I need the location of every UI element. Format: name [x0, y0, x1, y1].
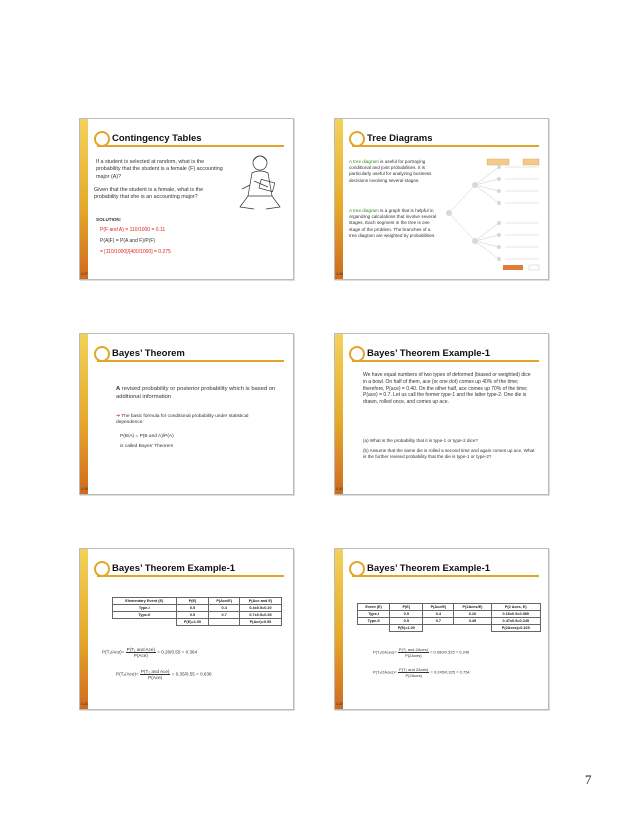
table-cell: 0.16x0.5=0.080	[491, 611, 540, 618]
table-row	[358, 618, 541, 625]
slide-bayes-example-problem	[334, 333, 549, 495]
dice-problem-text: We have equal numbers of two types of deformed (biased or weighted) dice in a bowl. On half of them, ace (or one dot) comes up 40% of the time; therefore, P(ace) = 0.40. On the other half, ace comes up 70% of the time; P(ace) = 0.7. Let us call the former type-1 and the latter type-2. One die is drawn, rolled once, and comes up ace.	[363, 372, 531, 405]
table-cell: 0.7	[423, 618, 454, 625]
table-header-row	[113, 598, 282, 605]
title-underline	[352, 575, 539, 577]
table-cell: P(E)=1.00	[390, 625, 423, 632]
table-cell	[358, 625, 390, 632]
table-cell: 0.7	[209, 612, 240, 619]
slide-number: 4-41	[81, 702, 89, 706]
slide-bayes-example-two-aces	[334, 548, 549, 710]
slide-number: 4-38	[336, 272, 344, 276]
table-header-cell: P(Ace/E)	[423, 604, 454, 611]
table-header-cell: P(E)	[176, 598, 209, 605]
slide-stripe	[80, 549, 88, 709]
tree-para-2-text: is a graph that is helpful in organizing calculations that involve several stages. Each segment in the tree is one stage of the problem. The branches of a tree diagram are weighted by probabilities.	[349, 208, 437, 238]
equation-numerator: P(T₁ and 2Aces)	[398, 647, 428, 652]
table-cell: 0.47x0.5=0.245	[491, 618, 540, 625]
table-cell: 0.4	[423, 611, 454, 618]
bullet-text	[116, 414, 256, 427]
equation-lhs: P(T₂/Ace)=	[116, 671, 139, 677]
table-header-cell: P(E)	[390, 604, 423, 611]
table-cell: 0.4x0.5=0.20	[239, 605, 281, 612]
bayes-formula: P(B/A) = P(B and A)/P(A)	[120, 434, 174, 439]
title-underline	[352, 360, 539, 362]
slide-bayes-theorem	[79, 333, 294, 495]
page-number: 7	[585, 772, 592, 787]
slide-title: Bayes’ Theorem Example-1	[367, 348, 491, 359]
slide-stripe	[335, 334, 343, 494]
table-cell: 0.7x0.5=0.35	[239, 612, 281, 619]
solution-label: SOLUTION:	[96, 217, 122, 222]
student-illustration	[230, 151, 290, 213]
table-cell: 0.5	[176, 605, 209, 612]
table-header-cell: P(2Aces/E)	[454, 604, 491, 611]
table-cell: 0.5	[176, 612, 209, 619]
title-underline	[352, 145, 539, 147]
table-header-cell: P(2 Aces, E)	[491, 604, 540, 611]
table-cell: 0.5	[390, 611, 423, 618]
table-row	[113, 605, 282, 612]
equation-fraction	[140, 669, 171, 680]
slide-stripe	[80, 334, 88, 494]
equation-numerator: P(T₂ and 2Aces)	[399, 667, 429, 672]
table-cell	[423, 625, 454, 632]
slide-number: 4-39	[81, 487, 89, 491]
table-cell: Type-I	[113, 605, 177, 612]
posterior-text	[116, 386, 276, 402]
given-text: Given that the student is a female, what is the probability that she is an accounting major?	[94, 187, 204, 201]
question-b: (b) Assume that the same die is rolled a second time and again comes up ace. What is the further revised probability that the die is type-1 or type-2?	[363, 448, 535, 460]
equation-lhs: P(T₁/2Aces)=	[373, 649, 397, 655]
table-row	[358, 625, 541, 632]
equation-denominator: P(Ace)	[133, 653, 148, 658]
equation-denominator: P(Ace)	[148, 675, 163, 680]
equation-lhs: P(T₁/Ace)=	[102, 649, 125, 655]
equation-numerator: P(T₁ and Ace)	[126, 647, 155, 652]
equation-rhs: = 0.35/0.55 = 0.636	[171, 671, 212, 677]
tree-term-2: A tree diagram	[349, 208, 379, 213]
slide-title: Bayes’ Theorem Example-1	[112, 563, 236, 574]
probability-table	[112, 597, 282, 626]
table-cell	[113, 619, 177, 626]
lead-text: revised probability or posterior probability which is based on additional information	[116, 386, 276, 400]
slide-number: 4-42	[336, 702, 344, 706]
slide-tree-diagrams	[334, 118, 549, 280]
table-header-cell: Elementary Event (E)	[113, 598, 177, 605]
title-underline	[97, 145, 284, 147]
probability-table	[357, 603, 541, 632]
solution-line-1: P(F and A) = 110/1000 = 0.11	[100, 227, 166, 233]
equation-fraction	[398, 647, 429, 658]
table-cell	[454, 625, 491, 632]
arrow-bullet-icon: ➔	[116, 414, 122, 419]
table-header-row	[358, 604, 541, 611]
equation-denominator: P(2Aces)	[405, 673, 422, 678]
solution-line-3: = [110/1000]/[400/1000] = 0.275	[100, 249, 171, 255]
equation-rhs: = 0.20/0.55 = 0.364	[157, 649, 198, 655]
title-underline	[97, 360, 284, 362]
table-cell: P(2Aces)=0.325	[491, 625, 540, 632]
bullet-label: The basic formula for conditional probability under statistical dependence:	[116, 414, 249, 426]
slide-stripe	[335, 549, 343, 709]
equation-numerator: P(T₂ and Ace)	[140, 669, 170, 674]
table-cell: Type-II	[358, 618, 390, 625]
table-header-cell: P(Ace and E)	[239, 598, 281, 605]
slide-number: 4-37	[81, 272, 89, 276]
table-cell: P(Ace)=0.55	[239, 619, 281, 626]
table-cell: 0.49	[454, 618, 491, 625]
equation-lhs: P(T₂/2Aces)=	[373, 669, 397, 675]
tree-term-1: A tree diagram	[349, 159, 379, 164]
slide-stripe	[80, 119, 88, 279]
table-row	[358, 611, 541, 618]
equation-rhs: = 0.080/0.325 = 0.246	[430, 649, 470, 655]
table-cell: 0.16	[454, 611, 491, 618]
table-cell: P(E)=1.00	[176, 619, 209, 626]
table-cell: 0.5	[390, 618, 423, 625]
slide-title: Bayes’ Theorem Example-1	[367, 563, 491, 574]
slide-stripe	[335, 119, 343, 279]
lead-bold: A	[116, 386, 121, 392]
question-a: (a) What is the probability that it is type-1 or type-2 dice?	[363, 438, 478, 443]
question-text: If a student is selected at random, what is the probability that the student is a female (F) accounting major (A)?	[96, 159, 223, 180]
slide-title: Bayes’ Theorem	[112, 348, 185, 359]
slide-title: Contingency Tables	[112, 133, 202, 144]
tree-diagram	[443, 157, 543, 273]
slide-bayes-example-one-ace	[79, 548, 294, 710]
equation-fraction	[398, 667, 429, 678]
equation-fraction	[126, 647, 156, 658]
equation-rhs: = 0.245/0.325 = 0.754	[430, 669, 470, 675]
slide-number: 4-40	[336, 487, 344, 491]
tree-para-1-text: is useful for portraying conditional and joint probabilities. It is particularly useful for analyzing business decisions involving several stages.	[349, 159, 432, 183]
solution-line-2: P(A|F) = P(A and F)/P(F)	[100, 238, 156, 244]
equation-t1-ace	[102, 647, 197, 658]
bayes-called: is called Bayes’ Theorem	[120, 444, 174, 449]
equation-t1-2aces	[373, 647, 469, 658]
equation-denominator: P(2Aces)	[405, 653, 422, 658]
table-cell: Type-II	[113, 612, 177, 619]
table-cell: 0.4	[209, 605, 240, 612]
table-header-cell: P(Ace/E)	[209, 598, 240, 605]
table-cell	[209, 619, 240, 626]
slide-contingency-tables	[79, 118, 294, 280]
slide-title: Tree Diagrams	[367, 133, 433, 144]
table-cell: Type-I	[358, 611, 390, 618]
table-row	[113, 612, 282, 619]
table-row	[113, 619, 282, 626]
tree-para-2	[349, 208, 439, 239]
equation-t2-2aces	[373, 667, 470, 678]
title-underline	[97, 575, 284, 577]
tree-para-1	[349, 159, 439, 184]
equation-t2-ace	[116, 669, 212, 680]
table-header-cell: Event (E)	[358, 604, 390, 611]
